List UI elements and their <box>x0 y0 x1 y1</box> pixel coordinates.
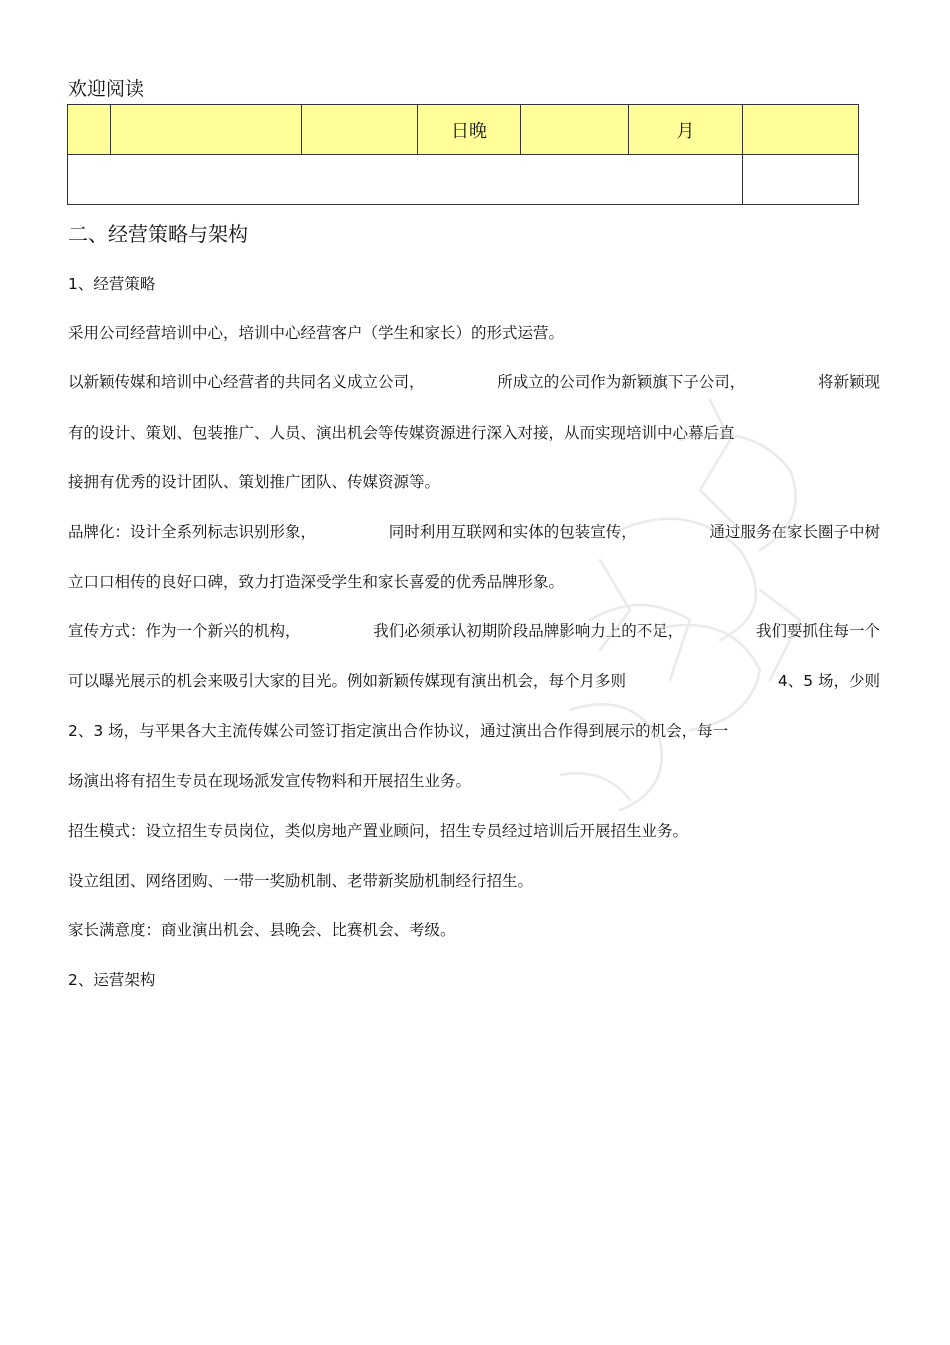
paragraph-line: 2、3 场，与平果各大主流传媒公司签订指定演出合作协议，通过演出合作得到展示的机会，每一 <box>68 722 729 740</box>
text-span: 我们必须承认初期阶段品牌影响力上的不足， <box>373 622 684 640</box>
schedule-table <box>67 104 859 205</box>
text-span: 我们要抓住每一个 <box>755 622 880 640</box>
text-span: 将新颖现 <box>817 373 880 391</box>
text-span: 所成立的公司作为新颖旗下子公司， <box>497 373 746 391</box>
watermark-image <box>560 380 880 880</box>
paragraph-line: 家长满意度：商业演出机会、县晚会、比赛机会、考级。 <box>68 921 456 939</box>
paragraph-line: 接拥有优秀的设计团队、策划推广团队、传媒资源等。 <box>68 473 441 491</box>
text-span: 通过服务在家长圈子中树 <box>709 523 880 541</box>
table-row <box>68 105 859 155</box>
text-span: 同时利用互联网和实体的包装宣传， <box>388 523 637 541</box>
text-span: 4、5 场，少则 <box>777 672 880 690</box>
subsection-heading: 2、运营架构 <box>68 971 156 989</box>
text-span: 以新颖传媒和培训中心经营者的共同名义成立公司， <box>68 373 425 391</box>
table-cell <box>111 105 302 155</box>
paragraph-line: 招生模式：设立招生专员岗位，类似房地产置业顾问，招生专员经过培训后开展招生业务。 <box>68 822 689 840</box>
text-span: 可以曝光展示的机会来吸引大家的目光。例如新颖传媒现有演出机会，每个月多则 <box>68 672 627 690</box>
table-cell: 月 <box>629 105 743 155</box>
table-cell <box>743 155 859 205</box>
table-cell: 日晚 <box>418 105 521 155</box>
paragraph-line: 场演出将有招生专员在现场派发宣传物料和开展招生业务。 <box>68 772 472 790</box>
text-span: 宣传方式：作为一个新兴的机构， <box>68 622 301 640</box>
subsection-heading: 1、经营策略 <box>68 275 156 293</box>
table-cell <box>521 105 629 155</box>
section-heading: 二、经营策略与架构 <box>68 222 248 246</box>
paragraph-line: 有的设计、策划、包装推广、人员、演出机会等传媒资源进行深入对接，从而实现培训中心幕后直 <box>68 424 735 442</box>
welcome-text: 欢迎阅读 <box>68 78 145 100</box>
paragraph-line: 采用公司经营培训中心，培训中心经营客户（学生和家长）的形式运营。 <box>68 324 565 342</box>
table-cell <box>68 105 111 155</box>
table-cell <box>743 105 859 155</box>
paragraph-line: 设立组团、网络团购、一带一奖励机制、老带新奖励机制经行招生。 <box>68 872 534 890</box>
table-row <box>68 155 859 205</box>
paragraph-line: 立口口相传的良好口碑，致力打造深受学生和家长喜爱的优秀品牌形象。 <box>68 573 565 591</box>
table-cell <box>68 155 743 205</box>
text-span: 品牌化：设计全系列标志识别形象， <box>68 523 317 541</box>
table-cell <box>302 105 418 155</box>
